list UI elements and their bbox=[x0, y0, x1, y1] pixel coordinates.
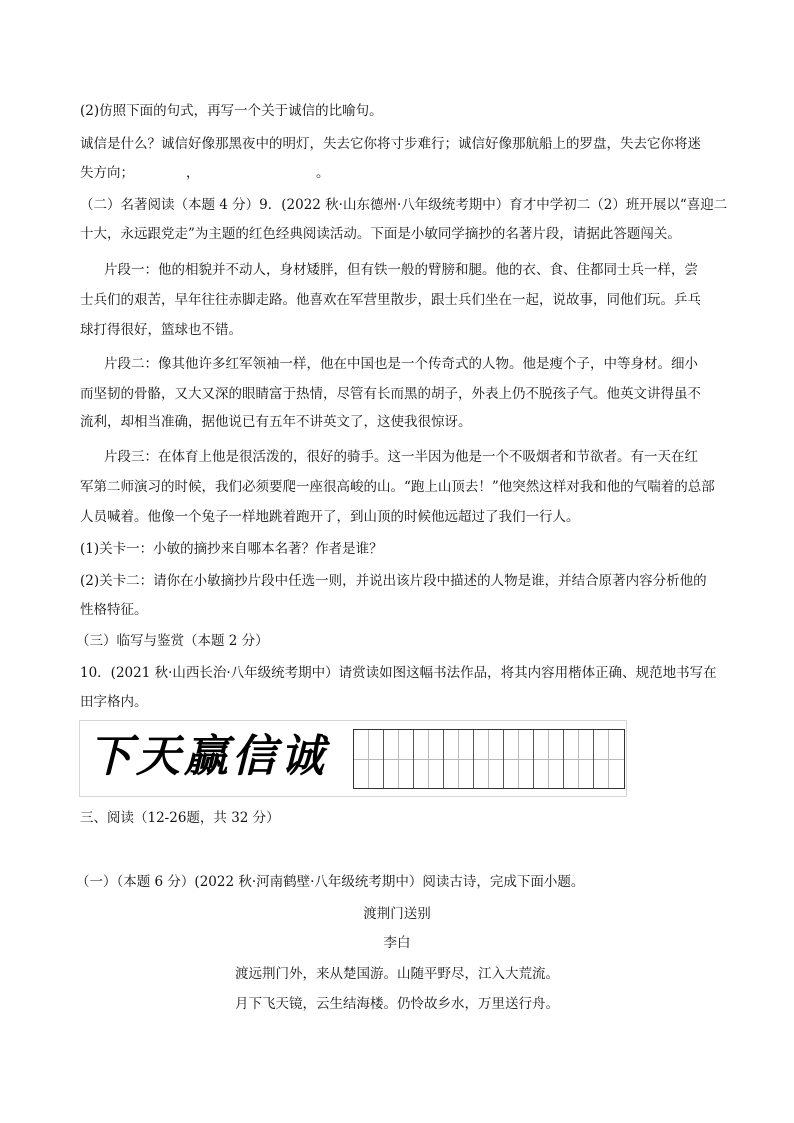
grid-cell[interactable] bbox=[474, 730, 504, 788]
poem-line: 渡远荆门外，来从楚国游。山随平野尽，江入大荒流。 bbox=[235, 966, 559, 982]
grid-cell[interactable] bbox=[354, 730, 384, 788]
section2-intro-line2: 十大，永远跟党走”为主题的红色经典阅读活动。下面是小敏同学摘抄的名著片段，请据此答题闯关。 bbox=[80, 226, 681, 242]
question-10-line2: 田字格内。 bbox=[80, 694, 148, 710]
calligraphy-image bbox=[79, 720, 627, 797]
grid-cell[interactable] bbox=[384, 730, 414, 788]
q2-blank-comma: ， bbox=[186, 165, 200, 181]
fragment1-line: 球打得很好，篮球也不错。 bbox=[80, 322, 242, 338]
section2-intro-line1: （二）名著阅读（本题 4 分）9．(2022 秋·山东德州·八年级统考期中）育才中学初二（2）班开展以“喜迎二 bbox=[80, 197, 728, 213]
q2-blank-period: 。 bbox=[316, 165, 330, 181]
fragment2-line: 片段二：像其他许多红军领袖一样，他在中国也是一个传奇式的人物。他是瘦个子，中等身材。细小 bbox=[104, 356, 698, 372]
poem-title: 渡荆门送别 bbox=[363, 906, 431, 922]
part3-title: 三、阅读（12-26题，共 32 分） bbox=[80, 810, 280, 826]
question-2-line1: (2)关卡二：请你在小敏摘抄片段中任选一则，并说出该片段中描述的人物是谁，并结合原著内容分析他的 bbox=[80, 573, 707, 589]
grid-cell[interactable] bbox=[444, 730, 474, 788]
grid-cell[interactable] bbox=[534, 730, 564, 788]
q2-example-line1: 诚信是什么？诚信好像那黑夜中的明灯，失去它你将寸步难行；诚信好像那航船上的罗盘，失去它你将迷 bbox=[80, 136, 701, 152]
part3-sub1: （一）（本题 6 分）(2022 秋·河南鹤壁·八年级统考期中）阅读古诗，完成下面小题。 bbox=[76, 874, 585, 890]
question-1: (1)关卡一：小敏的摘抄来自哪本名著？作者是谁？ bbox=[80, 541, 383, 557]
fragment1-line: 士兵们的艰苦，早年往往赤脚走路。他喜欢在军营里散步，跟士兵们坐在一起，说故事，同他们玩。乒乓 bbox=[80, 292, 701, 308]
grid-cell[interactable] bbox=[594, 730, 624, 788]
fragment3-line: 片段三：在体育上他是很活泼的，很好的骑手。这一半因为他是一个不吸烟者和节欲者。有一天在红 bbox=[104, 449, 698, 465]
tianzige-grid[interactable] bbox=[353, 729, 625, 789]
fragment3-line: 军第二师演习的时候，我们必须要爬一座很高峻的山。“跑上山顶去！”他突然这样对我和他的气喘着的总部 bbox=[80, 479, 715, 495]
grid-cell[interactable] bbox=[504, 730, 534, 788]
q2-example-line2: 失方向； bbox=[80, 165, 134, 181]
q2-prompt: (2)仿照下面的句式，再写一个关于诚信的比喻句。 bbox=[80, 103, 383, 119]
question-2-line2: 性格特征。 bbox=[80, 602, 148, 618]
poem-line: 月下飞天镜，云生结海楼。仍怜故乡水，万里送行舟。 bbox=[235, 996, 559, 1012]
section3-title: （三）临写与鉴赏（本题 2 分） bbox=[76, 633, 269, 649]
fragment3-line: 人员喊着。他像一个兔子一样地跳着跑开了，到山顶的时候他远超过了我们一行人。 bbox=[80, 509, 580, 525]
fragment1-line: 片段一：他的相貌并不动人，身材矮胖，但有铁一般的臂膀和腿。他的衣、食、住都同士兵一样，尝 bbox=[104, 262, 698, 278]
grid-cell[interactable] bbox=[414, 730, 444, 788]
poem-author: 李白 bbox=[383, 935, 411, 951]
fragment2-line: 而坚韧的骨骼，又大又深的眼睛富于热情，尽管有长而黑的胡子，外表上仍不脱孩子气。他英文讲得虽不 bbox=[80, 386, 701, 402]
question-10-line1: 10．(2021 秋·山西长治·八年级统考期中）请赏读如图这幅书法作品，将其内容用楷体正确、规范地书写在 bbox=[80, 665, 717, 681]
grid-cell[interactable] bbox=[564, 730, 594, 788]
calligraphy-text: 下天赢信诚 bbox=[88, 731, 328, 782]
fragment2-line: 流利，却相当准确，据他说已有五年不讲英文了，这使我很惊讶。 bbox=[80, 414, 472, 430]
